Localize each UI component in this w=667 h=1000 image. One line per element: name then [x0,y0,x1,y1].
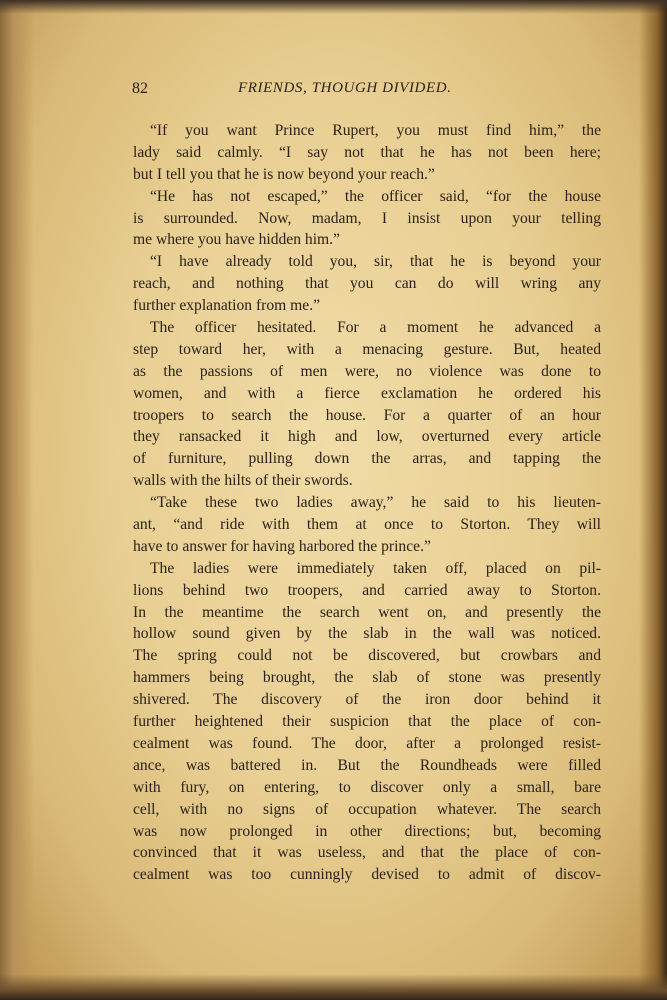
text-line: “If you want Prince Rupert, you must find him,” the [150,122,601,139]
text-line: step toward her, with a menacing gesture. But, heated [133,340,601,358]
text-line: lady said calmly. “I say not that he has not been here; [133,143,601,161]
text-line: cell, with no signs of occupation whatever. The search [133,800,601,818]
text-line: “He has not escaped,” the officer said, “for the house [150,187,601,205]
page-edge-shadow [639,0,667,1000]
text-line: they ransacked it high and low, overturned every article [133,428,601,446]
text-line: The ladies were immediately taken off, placed on pil- [150,559,601,577]
text-line: have to answer for having harbored the prince.” [133,537,431,555]
text-line: hollow sound given by the slab in the wall was noticed. [133,625,601,643]
text-line: was now prolonged in other directions; but, becoming [133,822,601,840]
text-line: In the meantime the search went on, and presently the [133,603,601,621]
text-line: as the passions of men were, no violence was done to [133,362,601,380]
text-line: but I tell you that he is now beyond your reach.” [133,165,435,183]
text-line: troopers to search the house. For a quarter of an hour [133,406,601,424]
text-line: lions behind two troopers, and carried away to Storton. [133,581,601,599]
text-line: shivered. The discovery of the iron door behind it [133,691,601,709]
text-line: reach, and nothing that you can do will wring any [133,275,601,293]
page-number: 82 [132,80,148,97]
page-top-edge [0,0,667,14]
text-line: further heightened their suspicion that the place of con- [133,713,601,731]
text-line: “I have already told you, sir, that he is beyond your [150,253,601,271]
text-line: The officer hesitated. For a moment he advanced a [150,319,601,337]
text-line: convinced that it was useless, and that the place of con- [133,844,601,862]
text-line: me where you have hidden him.” [133,231,340,249]
text-line: cealment was too cunningly devised to admit of discov- [133,866,601,884]
page-gutter-shadow [0,0,34,1000]
running-head: FRIENDS, THOUGH DIVIDED. [238,80,452,96]
page-bottom-edge [0,974,667,1000]
text-line: “Take these two ladies away,” he said to his lieuten- [150,494,601,512]
text-line: is surrounded. Now, madam, I insist upon your telling [133,209,601,227]
text-line: women, and with a fierce exclamation he ordered his [133,384,601,402]
text-line: hammers being brought, the slab of stone was presently [133,669,601,687]
text-line: ance, was battered in. But the Roundheads were filled [133,756,601,774]
page-header [132,80,602,104]
text-line: The spring could not be discovered, but crowbars and [133,647,601,665]
text-line: of furniture, pulling down the arras, and tapping the [133,450,601,468]
body-text [133,120,601,886]
text-line: further explanation from me.” [133,297,321,315]
text-line: ant, “and ride with them at once to Storton. They will [133,516,601,534]
text-line: cealment was found. The door, after a prolonged resist- [133,734,601,752]
text-line: with fury, on entering, to discover only a small, bare [133,778,601,796]
text-line: walls with the hilts of their swords. [133,472,353,490]
